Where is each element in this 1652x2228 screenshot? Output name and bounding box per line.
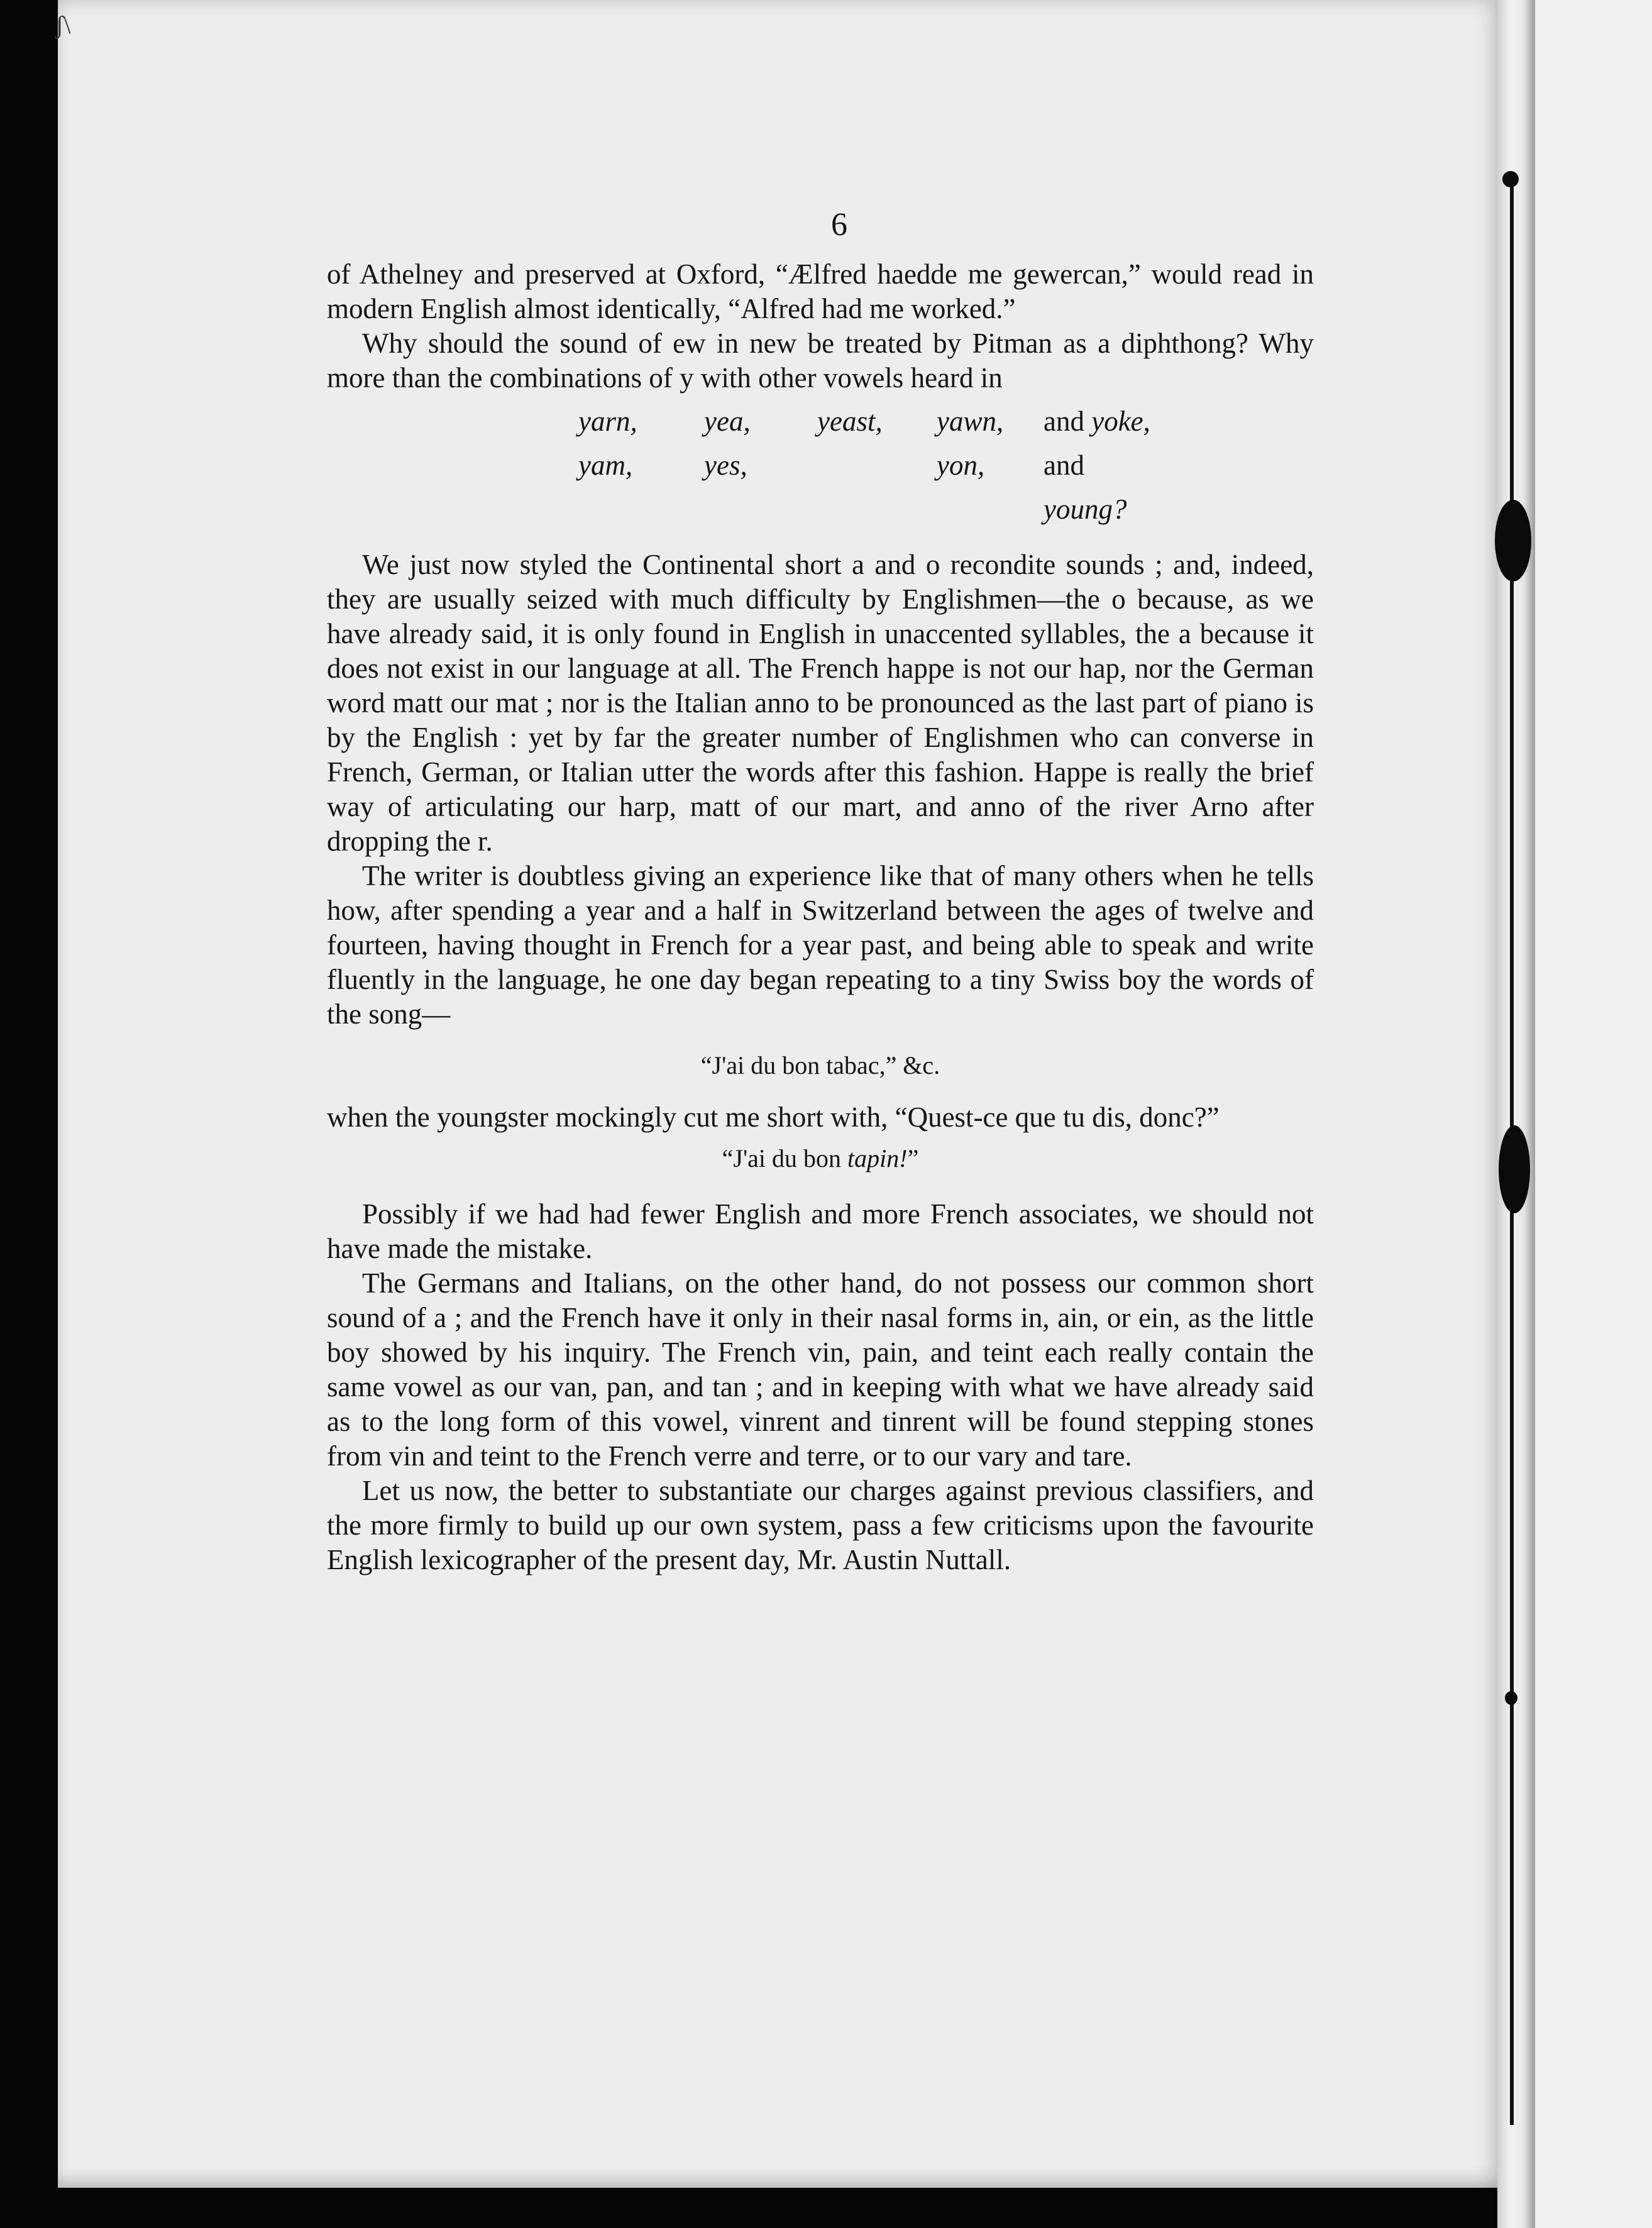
verse-word: yes,: [704, 449, 747, 481]
paragraph-8: Let us now, the better to substantiate our charges against previous classifiers, and the more firmly to build up our own system, pass a few criticisms upon the favourite English lexicographer of the present day, Mr. Austin Nuttall.: [327, 1475, 1314, 1575]
verse-word: yon,: [937, 449, 985, 481]
verse-word: [817, 443, 937, 531]
page-fold-shadow: [1497, 0, 1535, 2228]
verse-word: yawn,: [937, 405, 1004, 437]
binding-knot: [1499, 1125, 1530, 1213]
verse-word: yarn,: [578, 405, 637, 437]
adjacent-page-edge: [1535, 0, 1652, 2228]
binding-knot: [1505, 1691, 1517, 1705]
corner-mark: ʃ\: [55, 11, 71, 39]
page-number: 6: [831, 207, 847, 243]
paragraph-6: Possibly if we had had fewer English and more French associates, we should not have made the mistake.: [327, 1198, 1314, 1264]
reply-quote: “J'ai du bon tapin!”: [722, 1144, 919, 1172]
paragraph-3: We just now styled the Continental short a and o recondite sounds ; and, indeed, they are usually seized with much difficulty by Englishmen—the o because, as we have already said, it is only found in English in unaccented syllables, the a because it does not exist in our language at all. The French happe is not our hap, nor the German word matt our mat ; nor is the Italian anno to be pronounced as the last part of piano is by the English : yet by far the greater number of Englishmen who can converse in French, German, or Italian utter the words after this fashion. Happe is really the brief way of articulating our harp, matt of our mart, and anno of the river Arno after dropping the r.: [327, 549, 1314, 857]
song-quote: “J'ai du bon tabac,” &c.: [700, 1051, 940, 1079]
example-words: [578, 399, 1314, 531]
verse-word: yam,: [578, 449, 633, 481]
paragraph-5: when the youngster mockingly cut me short with, “Quest-ce que tu dis, donc?”: [327, 1101, 1220, 1133]
paragraph-7: The Germans and Italians, on the other hand, do not possess our common short sound of a ; and the French have it only in their nasal forms in, ain, or ein, as the little boy showed by his inquiry. The French vin, pain, and teint each really contain the same vowel as our van, pan, and tan ; and in keeping with what we have already said as to the long form of this vowel, vinrent and tinrent will be found stepping stones from vin and teint to the French verre and terre, or to our vary and tare.: [327, 1267, 1314, 1472]
page-text: [327, 207, 1314, 1577]
verse-word: yea,: [704, 405, 751, 437]
binding-knot: [1502, 171, 1519, 187]
paragraph-2: Why should the sound of ew in new be treated by Pitman as a diphthong? Why more than the combinations of y with other vowels heard in: [327, 328, 1314, 394]
binding-knot: [1495, 500, 1531, 582]
verse-word: and young?: [1044, 449, 1127, 525]
paragraph-4: The writer is doubtless giving an experience like that of many others when he tells how, after spending a year and a half in Switzerland between the ages of twelve and fourteen, having thought in French for a year past, and being able to speak and write fluently in the language, he one day began repeating to a tiny Swiss boy the words of the song—: [327, 860, 1314, 1030]
verse-word: yeast,: [817, 405, 883, 437]
paragraph-1: of Athelney and preserved at Oxford, “Ælfred haedde me gewercan,” would read in modern English almost identically, “Alfred had me worked.”: [327, 258, 1314, 324]
verse-word: and yoke,: [1044, 405, 1150, 437]
